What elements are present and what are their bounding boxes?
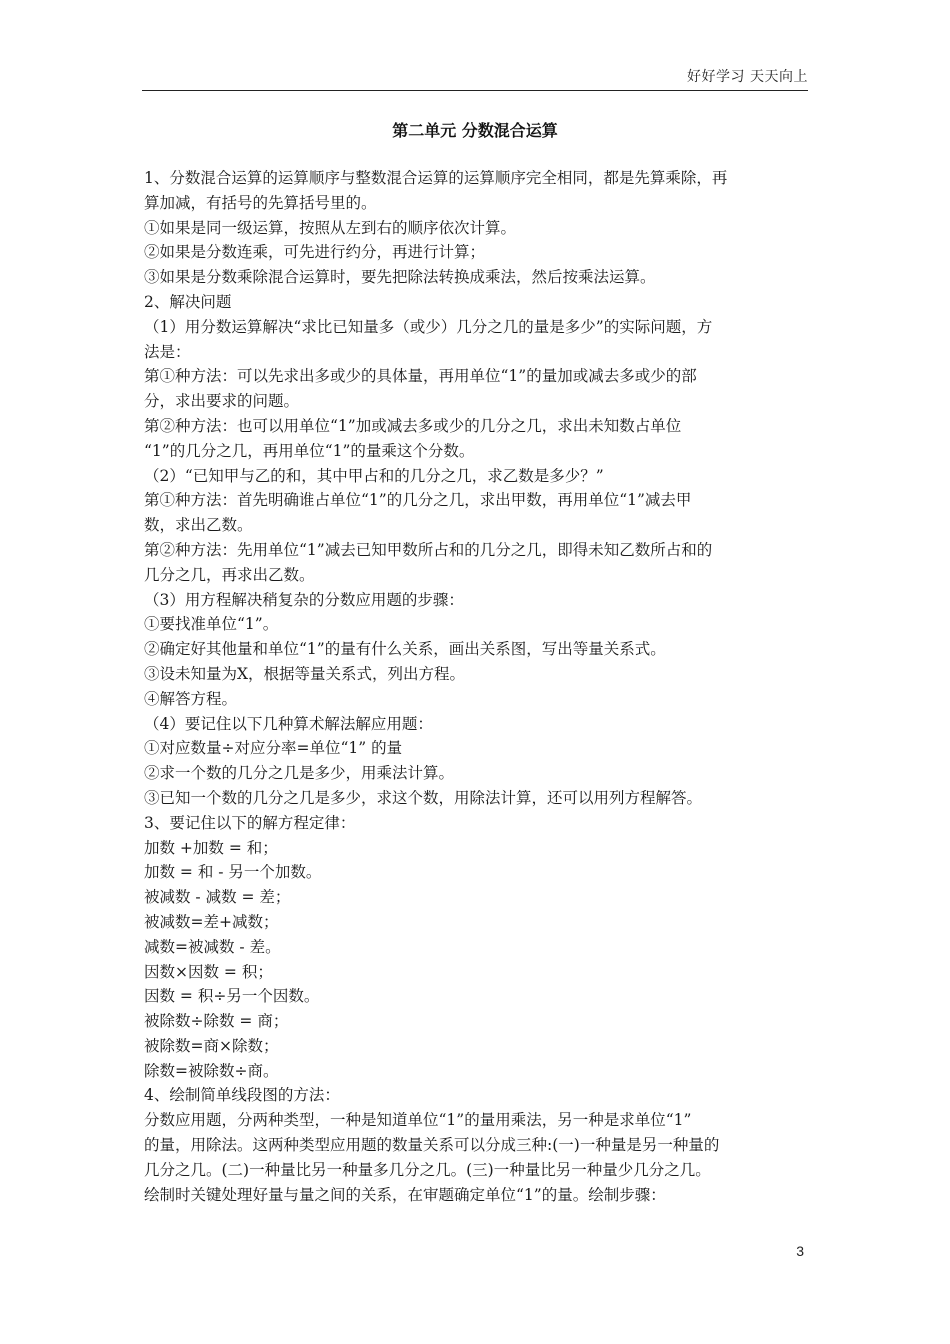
text-line: （2）“已知甲与乙的和，其中甲占和的几分之几，求乙数是多少？”	[144, 466, 604, 485]
text-line: 第①种方法：可以先求出多或少的具体量，再用单位“1”的量加或减去多或少的部	[144, 367, 697, 386]
text-line: 4、绘制简单线段图的方法：	[144, 1086, 340, 1105]
text-line: 被减数=差+减数；	[144, 912, 279, 931]
text-line: 被除数=商×除数；	[144, 1036, 279, 1055]
text-line: ①对应数量÷对应分率=单位“1” 的量	[144, 739, 403, 758]
text-line: 被除数÷除数 = 商；	[144, 1012, 289, 1031]
text-line: 第①种方法：首先明确谁占单位“1”的几分之几，求出甲数，再用单位“1”减去甲	[144, 491, 692, 510]
text-line: 分数应用题，分两种类型，一种是知道单位“1”的量用乘法，另一种是求单位“1”	[144, 1111, 692, 1130]
text-line: （4）要记住以下几种算术解法解应用题：	[144, 714, 433, 733]
text-line: 减数=被减数 - 差。	[144, 937, 281, 956]
text-line: ③如果是分数乘除混合运算时，要先把除法转换成乘法，然后按乘法运算。	[144, 268, 656, 287]
text-line: 数，求出乙数。	[144, 516, 253, 535]
text-line: 加数 +加数 = 和；	[144, 838, 278, 857]
header-divider	[142, 90, 808, 91]
text-line: （3）用方程解决稍复杂的分数应用题的步骤：	[144, 590, 464, 609]
text-line: ②如果是分数连乘，可先进行约分，再进行计算；	[144, 243, 486, 262]
text-line: 分，求出要求的问题。	[144, 392, 300, 411]
page-number: 3	[796, 1243, 804, 1259]
text-line: ①如果是同一级运算，按照从左到右的顺序依次计算。	[144, 218, 517, 237]
text-line: 的量，用除法。这两种类型应用题的数量关系可以分成三种:(一)一种量是另一种量的	[144, 1136, 720, 1155]
text-line: 加数 = 和 - 另一个加数。	[144, 863, 322, 882]
text-line: 第②种方法：也可以用单位“1”加或减去多或少的几分之几，求出未知数占单位	[144, 416, 682, 435]
text-line: ③设未知量为X，根据等量关系式，列出方程。	[144, 664, 466, 683]
text-line: （1）用分数运算解决“求比已知量多（或少）几分之几的量是多少”的实际问题，方	[144, 317, 713, 336]
text-line: ①要找准单位“1”。	[144, 615, 279, 634]
text-line: ③已知一个数的几分之几是多少，求这个数，用除法计算，还可以用列方程解答。	[144, 788, 703, 807]
text-line: 几分之几，再求出乙数。	[144, 565, 315, 584]
text-line: 算加减，有括号的先算括号里的。	[144, 193, 377, 212]
text-line: ②求一个数的几分之几是多少，用乘法计算。	[144, 764, 455, 783]
text-line: 因数×因数 = 积；	[144, 962, 273, 981]
text-line: 被减数 - 减数 = 差；	[144, 888, 291, 907]
text-line: 法是：	[144, 342, 191, 361]
document-title: 第二单元 分数混合运算	[392, 121, 558, 140]
text-line: “1”的几分之几，再用单位“1”的量乘这个分数。	[144, 441, 475, 460]
text-line: 几分之几。(二)一种量比另一种量多几分之几。(三)一种量比另一种量少几分之几。	[144, 1160, 711, 1179]
page-header-text: 好好学习 天天向上	[687, 69, 808, 85]
document-body	[144, 166, 808, 1207]
text-line: 因数 = 积÷另一个因数。	[144, 987, 320, 1006]
text-line: 1、分数混合运算的运算顺序与整数混合运算的运算顺序完全相同，都是先算乘除，再	[144, 169, 728, 187]
text-line: ④解答方程。	[144, 689, 238, 708]
text-line: 3、要记住以下的解方程定律：	[144, 813, 356, 832]
text-line: ②确定好其他量和单位“1”的量有什么关系，画出关系图，写出等量关系式。	[144, 640, 666, 659]
text-line: 2、解决问题	[144, 292, 232, 311]
text-line: 除数=被除数÷商。	[144, 1061, 279, 1080]
text-line: 绘制时关键处理好量与量之间的关系，在审题确定单位“1”的量。绘制步骤：	[144, 1185, 666, 1204]
text-line: 第②种方法：先用单位“1”减去已知甲数所占和的几分之几，即得未知乙数所占和的	[144, 540, 713, 559]
